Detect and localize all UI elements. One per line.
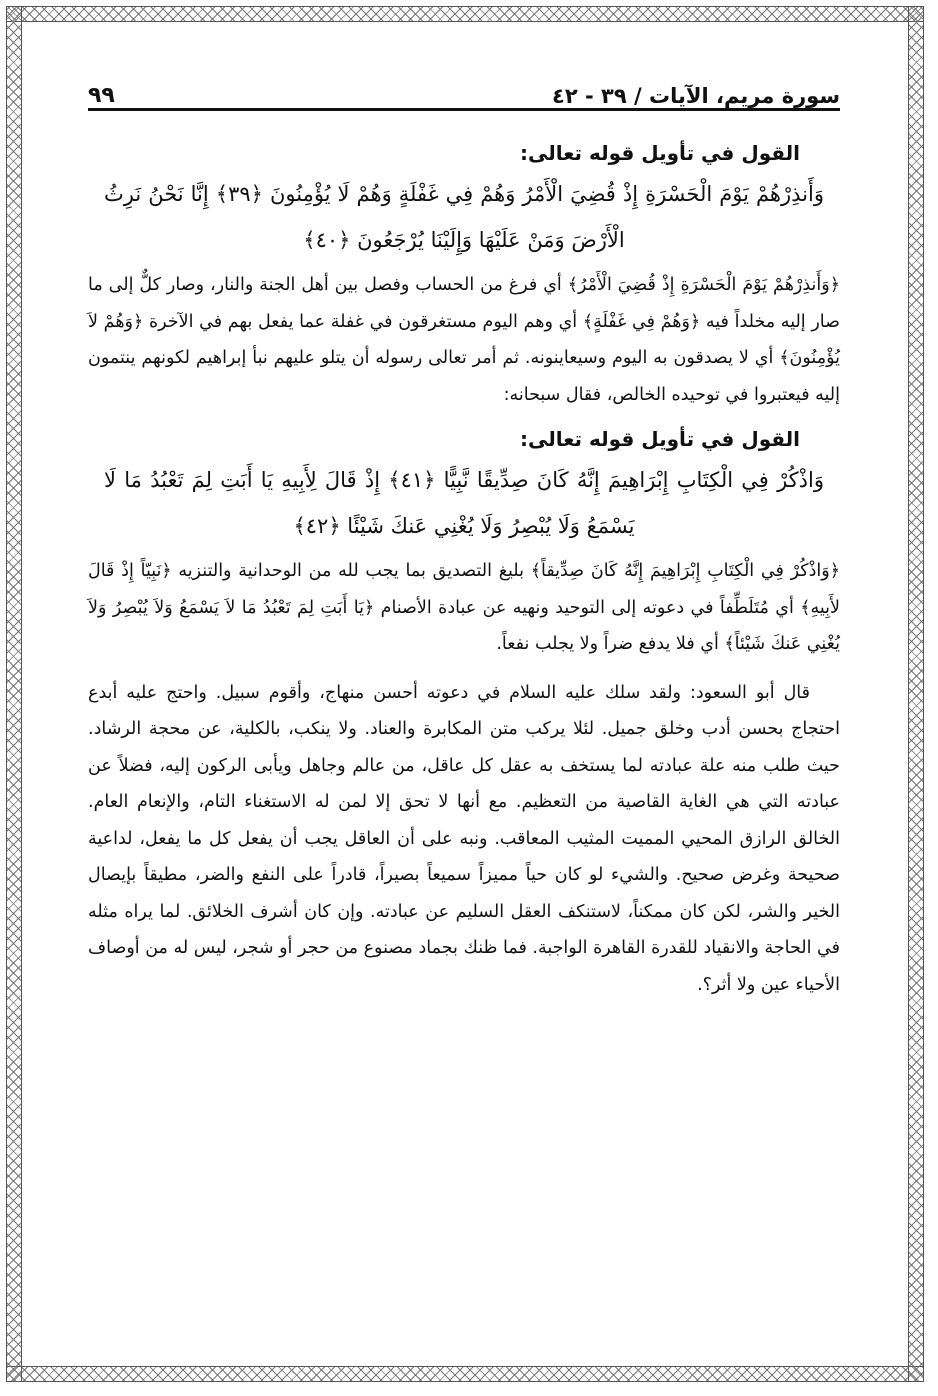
quran-verse-41-42: وَاذْكُرْ فِي الْكِتَابِ إِبْرَاهِيمَ إِنَّهُ كَانَ صِدِّيقًا نَّبِيًّا ﴿٤١﴾ إِذْ قَالَ لِأَبِيهِ يَا أَبَتِ لِمَ تَعْبُدُ مَا لَا يَسْمَعُ وَلَا يُبْصِرُ وَلَا يُغْنِي عَنكَ شَيْئًا ﴿٤٢﴾	[104, 468, 824, 538]
book-page	[88, 64, 840, 1003]
running-header	[88, 64, 840, 111]
section-heading-2: القول في تأويل قوله تعالى:	[520, 427, 800, 451]
page-number: ٩٩	[88, 83, 115, 108]
abu-saud-quote-paragraph: قال أبو السعود: ولقد سلك عليه السلام في دعوته أحسن منهاج، وأقوم سبيل. واحتج عليه أبدع احتجاج بحسن أدب وخلق جميل. لئلا يركب متن المكابرة والعناد. ولا ينكب، بالكلية، عن محجة الرشاد. حيث طلب منه علة عبادته لما يستخف به عقل كل عاقل، من عالم وجاهل ويأبى الركون إليه، فضلاً عن عبادته التي هي الغاية القاصية من التعظيم. مع أنها لا تحق إلا لمن له الاستغناء التام، والإنعام العام. الخالق الرازق المحيي المميت المثيب المعاقب. ونبه على أن العاقل يجب أن يفعل كل ما يفعل، لداعية صحيحة وغرض صحيح. والشيء لو كان حياً مميزاً سميعاً بصيراً، قادراً على النفع والضر، مطيقاً بإيصال الخير والشر، لكن كان ممكناً، لاستنكف العقل السليم عن عبادته. وإن كان أشرف الخلائق. لما يراه مثله في الحاجة والانقياد للقدرة القاهرة الواجبة. فما ظنك بجماد مصنوع من حجر أو شجر، ليس له من أوصاف الأحياء عين ولا أثر؟.	[88, 682, 840, 995]
commentary-paragraph-2: ﴿وَاذْكُرْ فِي الْكِتَابِ إِبْرَاهِيمَ إِنَّهُ كَانَ صِدِّيقاً﴾ بليغ التصديق بما يجب لله من الوحدانية والتنزيه ﴿نَبِيّاً إِذْ قَالَ لأَبِيهِ﴾ أي مُتَلَطِّفاً في دعوته إلى التوحيد ونهيه عن عبادة الأصنام ﴿يَا أَبَتِ لِمَ تَعْبُدُ مَا لاَ يَسْمَعُ وَلاَ يُبْصِرُ وَلاَ يُغْنِي عَنكَ شَيْئاً﴾ أي فلا يدفع ضراً ولا يجلب نفعاً.	[88, 561, 840, 654]
commentary-paragraph-1: ﴿وَأَنذِرْهُمْ يَوْمَ الْحَسْرَةِ إِذْ قُضِيَ الْأَمْرُ﴾ أي فرغ من الحساب وفصل بين أهل الجنة والنار، وصار كلٌّ إلى ما صار إليه مخلداً فيه ﴿وَهُمْ فِي غَفْلَةٍ﴾ أي وهم اليوم مستغرقون في غفلة عما يفعل بهم في الآخرة ﴿وَهُمْ لاَ يُؤْمِنُونَ﴾ أي لا يصدقون به اليوم وسيعاينونه. ثم أمر تعالى رسوله أن يتلو عليهم نبأ إبراهيم لكونهم ينتمون إليه فيعتبروا في توحيده الخالص، فقال سبحانه:	[88, 275, 840, 405]
section-heading-1: القول في تأويل قوله تعالى:	[520, 141, 800, 165]
header-title: سورة مريم، الآيات / ٣٩ - ٤٢	[552, 84, 840, 108]
quran-verse-39-40: وَأَنذِرْهُمْ يَوْمَ الْحَسْرَةِ إِذْ قُضِيَ الْأَمْرُ وَهُمْ فِي غَفْلَةٍ وَهُمْ لَا يُؤْمِنُونَ ﴿٣٩﴾ إِنَّا نَحْنُ نَرِثُ الْأَرْضَ وَمَنْ عَلَيْهَا وَإِلَيْنَا يُرْجَعُونَ ﴿٤٠﴾	[104, 182, 824, 252]
